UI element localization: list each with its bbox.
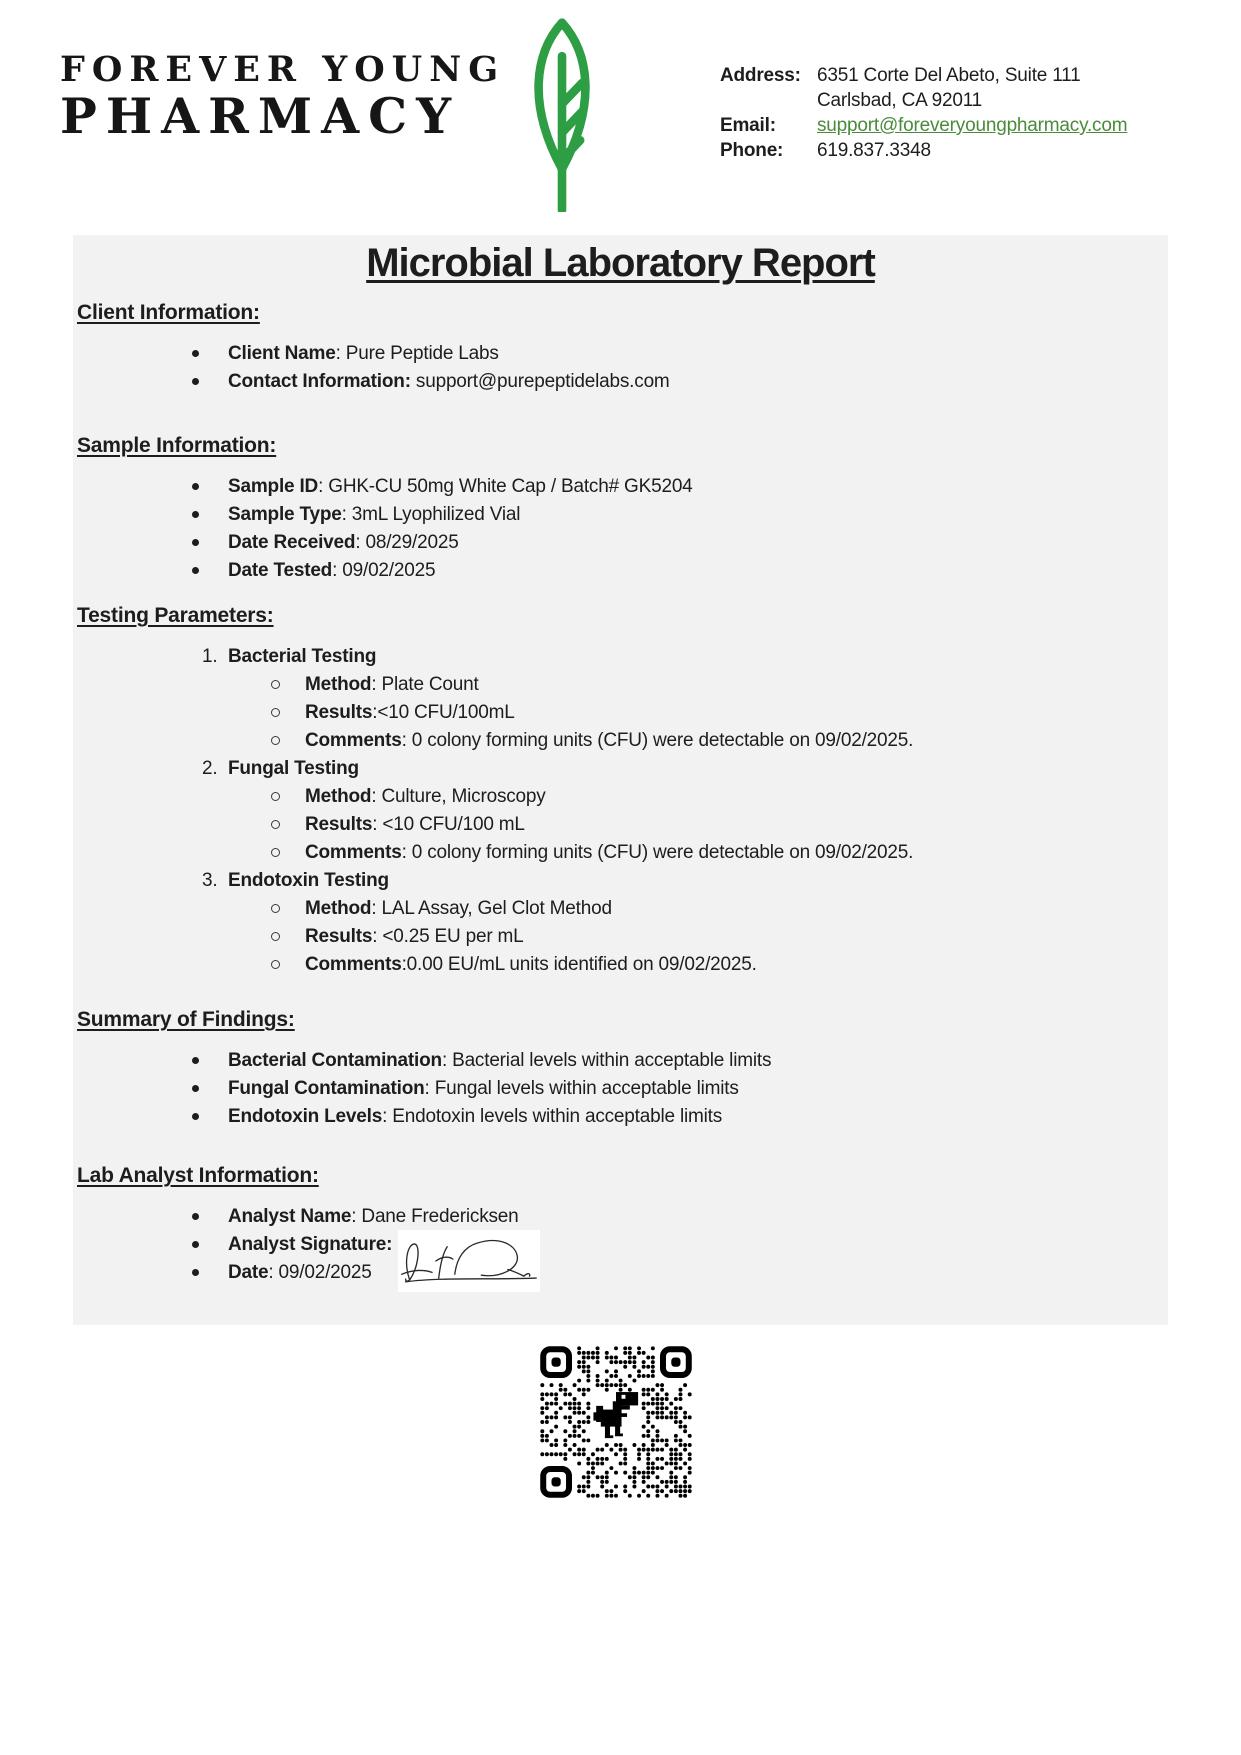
list-item: Date Received: 08/29/2025 — [228, 529, 1168, 557]
list-item: Fungal Contamination: Fungal levels within acceptable limits — [228, 1075, 1168, 1103]
logo-line1: FOREVER YOUNG — [60, 49, 506, 90]
section-testing-parameters — [73, 603, 1168, 979]
testing-parameters-heading: Testing Parameters: — [77, 604, 274, 627]
section-lab-analyst-information — [73, 1163, 1168, 1287]
phone-label: Phone: — [720, 140, 784, 161]
list-item: Client Name: Pure Peptide Labs — [228, 340, 1168, 368]
list-item: Analyst Name: Dane Fredericksen — [228, 1203, 1168, 1231]
list-item: Date: 09/02/2025 — [228, 1259, 1168, 1287]
list-item: Results:<10 CFU/100mL — [305, 699, 1168, 727]
test-item-endotoxin: 3. Endotoxin Testing Method: LAL Assay, Gel Clot Method Results: <0.25 EU per mL Comments:0.00 EU/mL units identified on 09/02/2025. — [228, 867, 1168, 979]
pharmacy-logo — [60, 49, 506, 145]
list-item: Results: <0.25 EU per mL — [305, 923, 1168, 951]
list-item: Bacterial Contamination: Bacterial levels within acceptable limits — [228, 1047, 1168, 1075]
section-summary-of-findings — [73, 1007, 1168, 1131]
list-item: Comments:0.00 EU/mL units identified on 09/02/2025. — [305, 951, 1168, 979]
logo-line2: PHARMACY — [60, 87, 461, 145]
list-item: Results: <10 CFU/100 mL — [305, 811, 1168, 839]
report-body-panel — [73, 235, 1168, 1325]
section-sample-information — [73, 433, 1168, 585]
test-item-bacterial: 1. Bacterial Testing Method: Plate Count Results:<10 CFU/100mL Comments: 0 colony forming units (CFU) were detectable on 09/02/2025. — [228, 643, 1168, 755]
list-item: Method: Plate Count — [305, 671, 1168, 699]
address-label: Address: — [720, 65, 801, 86]
phone-value: 619.837.3348 — [817, 140, 931, 161]
dino-icon — [593, 1392, 638, 1438]
list-item: Comments: 0 colony forming units (CFU) were detectable on 09/02/2025. — [305, 839, 1168, 867]
list-item: Method: LAL Assay, Gel Clot Method — [305, 895, 1168, 923]
summary-of-findings-heading: Summary of Findings: — [77, 1008, 295, 1031]
address-line1: 6351 Corte Del Abeto, Suite 111 — [817, 65, 1081, 86]
client-information-heading: Client Information: — [77, 301, 260, 324]
list-item: Analyst Signature: — [228, 1231, 1168, 1259]
sample-information-heading: Sample Information: — [77, 434, 277, 457]
list-item: Comments: 0 colony forming units (CFU) were detectable on 09/02/2025. — [305, 727, 1168, 755]
lab-analyst-heading: Lab Analyst Information: — [77, 1164, 319, 1187]
section-client-information — [73, 300, 1168, 396]
test-item-fungal: 2. Fungal Testing Method: Culture, Microscopy Results: <10 CFU/100 mL Comments: 0 colony forming units (CFU) were detectable on 09/02/2025. — [228, 755, 1168, 867]
leaf-logo-icon — [514, 16, 610, 212]
list-item: Date Tested: 09/02/2025 — [228, 557, 1168, 585]
list-item: Sample ID: GHK-CU 50mg White Cap / Batch# GK5204 — [228, 473, 1168, 501]
email-link[interactable]: support@foreveryoungpharmacy.com — [817, 115, 1128, 136]
contact-block — [720, 63, 1190, 163]
qr-code — [540, 1346, 692, 1498]
email-label: Email: — [720, 115, 776, 136]
list-item: Endotoxin Levels: Endotoxin levels within acceptable limits — [228, 1103, 1168, 1131]
list-item: Sample Type: 3mL Lyophilized Vial — [228, 501, 1168, 529]
analyst-signature — [398, 1230, 540, 1292]
list-item: Contact Information: support@purepeptidelabs.com — [228, 368, 1168, 396]
report-title: Microbial Laboratory Report — [366, 241, 875, 285]
list-item: Method: Culture, Microscopy — [305, 783, 1168, 811]
address-line2: Carlsbad, CA 92011 — [817, 90, 983, 111]
